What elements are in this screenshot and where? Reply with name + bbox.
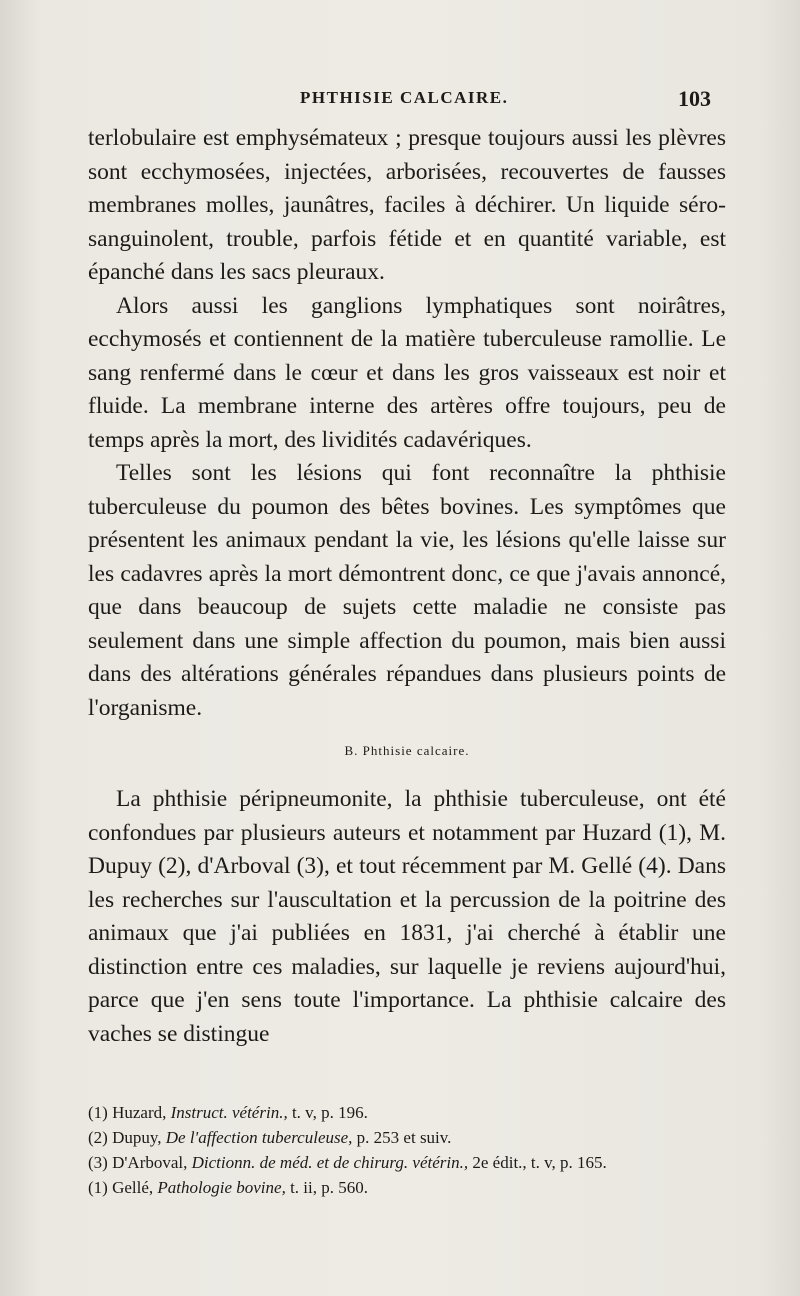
- section-heading: B. Phthisie calcaire.: [344, 743, 470, 758]
- paragraph-1: terlobulaire est emphysémateux ; presque toujours aussi les plèvres sont ecchymosées, injectées, arborisées, recouvertes de fausses membranes molles, jaunâtres, faciles à déchirer. Un liquide séro-sanguinolent, trouble, parfois fétide et en quantité variable, est épanché dans les sacs pleuraux.: [88, 125, 726, 285]
- paragraph-4: La phthisie péripneumonite, la phthisie tuberculeuse, ont été confondues par plusieurs auteurs et notamment par Huzard (1), M. Dupuy (2), d'Arboval (3), et tout récemment par M. Gellé (4). Dans les recherches sur l'auscultation et la percussion de la poitrine des animaux que j'ai publiées en 1831, j'ai cherché à établir une distinction entre ces maladies, sur laquelle je reviens aujourd'hui, parce que j'en sens toute l'importance. La phthisie calcaire des vaches se distingue: [88, 786, 726, 1047]
- paragraph-3: Telles sont les lésions qui font reconnaître la phthisie tuberculeuse du poumon des bêtes bovines. Les symptômes que présentent les animaux pendant la vie, les lésions qu'elle laisse sur les cadavres après la mort démontrent donc, ce que j'avais annoncé, que dans beaucoup de sujets cette maladie ne consiste pas seulement dans une simple affection du poumon, mais bien aussi dans des altérations générales répandues dans plusieurs points de l'organisme.: [88, 460, 726, 721]
- page-number: 103: [678, 86, 711, 111]
- footnote-4: (1) Gellé, Pathologie bovine, t. ii, p. 560.: [88, 1178, 368, 1197]
- footnote-2: (2) Dupuy, De l'affection tuberculeuse, p. 253 et suiv.: [88, 1128, 452, 1147]
- body-text: [88, 122, 726, 1051]
- page-header: [0, 86, 800, 116]
- footnote-3: (3) D'Arboval, Dictionn. de méd. et de chirurg. vétérin., 2e édit., t. v, p. 165.: [88, 1153, 607, 1172]
- running-title: PHTHISIE CALCAIRE.: [300, 88, 509, 107]
- footnotes: [88, 1100, 726, 1200]
- footnote-1: (1) Huzard, Instruct. vétérin., t. v, p. 196.: [88, 1103, 368, 1122]
- paragraph-2: Alors aussi les ganglions lymphatiques sont noirâtres, ecchymosés et contiennent de la matière tuberculeuse ramollie. Le sang renfermé dans le cœur et dans les gros vaisseaux est noir et fluide. La membrane interne des artères offre toujours, peu de temps après la mort, des lividités cadavériques.: [88, 292, 726, 453]
